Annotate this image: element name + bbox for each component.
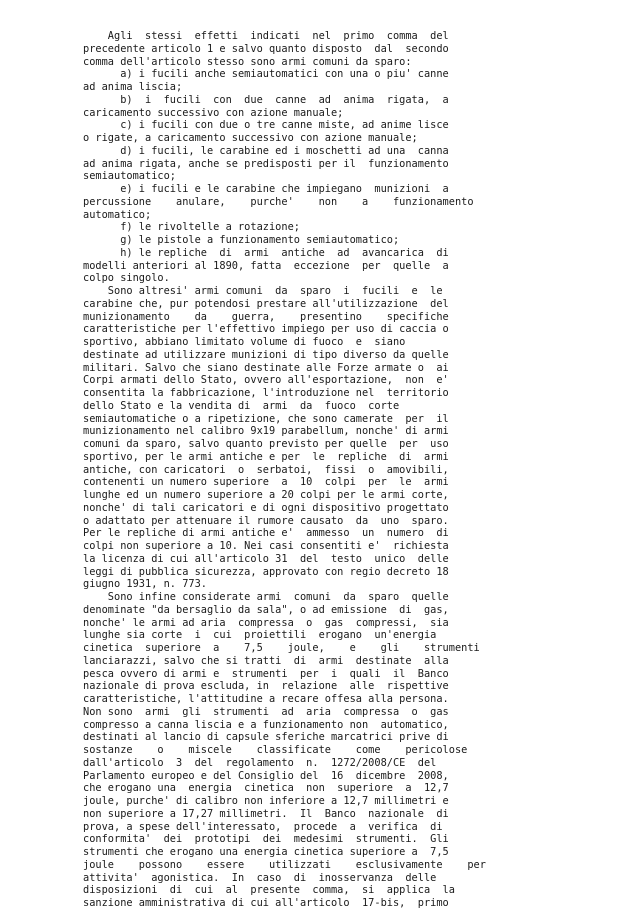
text-line: leggi di pubblica sicurezza, approvato con regio decreto 18 xyxy=(83,565,449,578)
text-line: sostanze o miscele classificate come pericolose xyxy=(83,744,468,756)
text-line: strumenti che erogano una energia cinetica superiore a 7,5 xyxy=(83,846,449,858)
text-line: disposizioni di cui al presente comma, si applica la xyxy=(83,884,455,897)
text-line: colpo singolo. xyxy=(83,272,170,285)
text-line: percussione anulare, purche' non a funzionamento xyxy=(83,195,474,208)
text-line: dall'articolo 3 del regolamento n. 1272/2008/CE del xyxy=(83,756,437,769)
text-line: antiche, con caricatori o serbatoi, fissi o amovibili, xyxy=(83,463,449,476)
text-line: contenenti un numero superiore a 10 colpi per le armi xyxy=(83,476,449,489)
text-line: Sono infine considerate armi comuni da sparo quelle xyxy=(83,591,449,603)
text-line: che erogano una energia cinetica non superiore a 12,7 xyxy=(83,782,449,795)
text-line: b) i fucili con due canne ad anima rigata, a xyxy=(83,93,449,106)
text-line: munizionamento da guerra, presentino specifiche xyxy=(83,310,449,323)
text-line: denominate "da bersaglio da sala", o ad emissione di gas, xyxy=(83,603,449,616)
text-line: lunghe sia corte i cui proiettili erogano un'energia xyxy=(83,629,437,642)
text-line: nonche' le armi ad aria compressa o gas compressi, sia xyxy=(83,616,449,629)
text-line: h) le repliche di armi antiche ad avancarica di xyxy=(83,246,449,259)
text-line: compresso a canna liscia e a funzionamento non automatico, xyxy=(83,718,449,731)
text-line: militari. Salvo che siano destinate alle Forze armate o ai xyxy=(83,361,449,374)
text-line: lanciarazzi, salvo che si tratti di armi destinate alla xyxy=(83,654,449,667)
text-line: conformita' dei prototipi dei medesimi strumenti. Gli xyxy=(83,833,449,846)
text-line: attivita' agonistica. In caso di inosservanza delle xyxy=(83,871,437,884)
text-line: sanzione amministrativa di cui all'articolo 17-bis, primo xyxy=(83,897,449,909)
text-line: dello Stato e la vendita di armi da fuoco corte xyxy=(83,399,400,412)
text-line: semiautomatiche o a ripetizione, che sono camerate per il xyxy=(83,412,449,425)
text-line: la licenza di cui all'articolo 31 del testo unico delle xyxy=(83,552,449,565)
text-line: semiautomatico; xyxy=(83,170,176,183)
article-text xyxy=(83,30,486,910)
text-line: e) i fucili e le carabine che impiegano munizioni a xyxy=(83,183,449,195)
text-line: comma dell'articolo stesso sono armi comuni da sparo: xyxy=(83,55,412,68)
text-line: munizionamento nel calibro 9x19 parabellum, nonche' di armi xyxy=(83,425,449,438)
text-line: cinetica superiore a 7,5 joule, e gli strumenti xyxy=(83,642,480,654)
text-line: d) i fucili, le carabine ed i moschetti ad una canna xyxy=(83,144,449,157)
text-line: Parlamento europeo e del Consiglio del 16 dicembre 2008, xyxy=(83,769,449,782)
text-line: caratteristiche, l'attitudine a recare offesa alla persona. xyxy=(83,693,449,705)
text-line: giugno 1931, n. 773. xyxy=(83,578,207,591)
text-line: destinate ad utilizzare munizioni di tipo diverso da quelle xyxy=(83,348,449,361)
text-line: o adattato per attenuare il rumore causato da uno sparo. xyxy=(83,514,449,527)
text-line: caricamento successivo con azione manuale; xyxy=(83,106,344,119)
text-line: a) i fucili anche semiautomatici con una o piu' canne xyxy=(83,68,449,81)
text-line: automatico; xyxy=(83,208,152,221)
text-line: prova, a spese dell'interessato, procede a verifica di xyxy=(83,820,443,833)
text-line: comuni da sparo, salvo quanto previsto per quelle per uso xyxy=(83,438,449,450)
text-line: Per le repliche di armi antiche e' ammesso un numero di xyxy=(83,527,449,540)
text-line: pesca ovvero di armi e strumenti per i quali il Banco xyxy=(83,667,449,680)
text-line: ad anima liscia; xyxy=(83,81,183,93)
text-line: colpi non superiore a 10. Nei casi consentiti e' richiesta xyxy=(83,540,449,552)
text-line: c) i fucili con due o tre canne miste, ad anime lisce xyxy=(83,119,449,132)
text-line: joule possono essere utilizzati esclusivamente per xyxy=(83,858,486,871)
text-line: g) le pistole a funzionamento semiautomatico; xyxy=(83,234,400,246)
text-line: nonche' di tali caricatori e di ogni dispositivo progettato xyxy=(83,501,449,514)
text-line: nazionale di prova escluda, in relazione alle rispettive xyxy=(83,680,449,693)
text-line: Sono altresi' armi comuni da sparo i fucili e le xyxy=(83,285,443,297)
text-line: Agli stessi effetti indicati nel primo comma del xyxy=(83,30,449,42)
text-line: non superiore a 17,27 millimetri. Il Banco nazionale di xyxy=(83,807,449,820)
text-line: consentita la fabbricazione, l'introduzione nel territorio xyxy=(83,387,449,399)
text-line: sportivo, per le armi antiche e per le repliche di armi xyxy=(83,450,449,463)
text-line: f) le rivoltelle a rotazione; xyxy=(83,221,300,234)
text-line: carabine che, pur potendosi prestare all'utilizzazione del xyxy=(83,297,449,310)
text-line: joule, purche' di calibro non inferiore a 12,7 millimetri e xyxy=(83,795,449,807)
text-line: ad anima rigata, anche se predisposti per il funzionamento xyxy=(83,157,449,170)
text-line: destinati al lancio di capsule sferiche marcatrici prive di xyxy=(83,731,449,744)
text-line: precedente articolo 1 e salvo quanto disposto dal secondo xyxy=(83,42,449,55)
text-line: sportivo, abbiano limitato volume di fuoco e siano xyxy=(83,336,406,348)
text-line: lunghe ed un numero superiore a 20 colpi per le armi corte, xyxy=(83,489,449,501)
text-line: Non sono armi gli strumenti ad aria compressa o gas xyxy=(83,705,449,718)
text-line: Corpi armati dello Stato, ovvero all'esportazione, non e' xyxy=(83,374,449,387)
text-line: o rigate, a caricamento successivo con azione manuale; xyxy=(83,132,418,144)
text-line: caratteristiche per l'effettivo impiego per uso di caccia o xyxy=(83,323,449,336)
text-line: modelli anteriori al 1890, fatta eccezione per quelle a xyxy=(83,259,449,272)
